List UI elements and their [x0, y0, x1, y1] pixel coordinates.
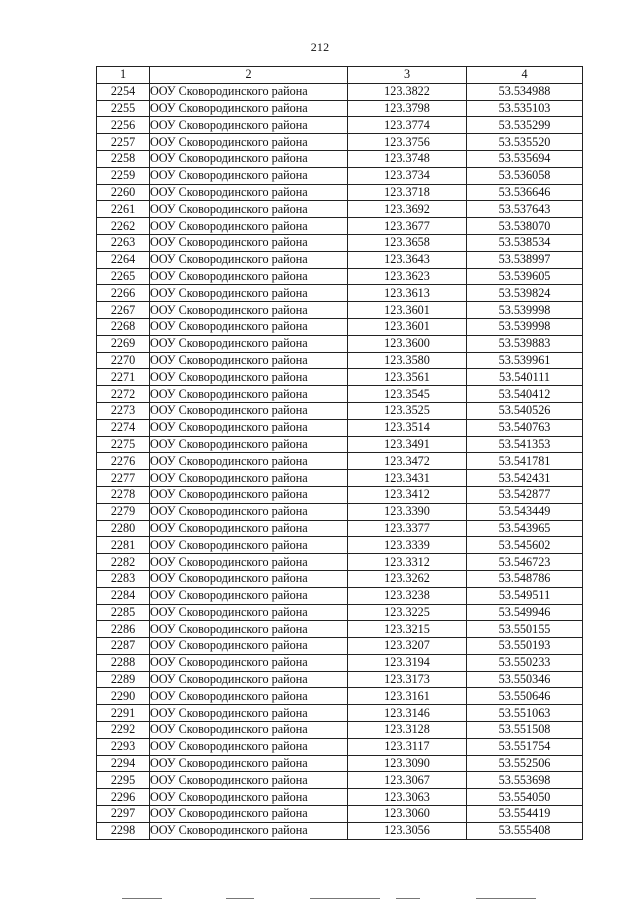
- table-row: [97, 755, 583, 772]
- table-row: [97, 352, 583, 369]
- row-number: 2275: [97, 436, 150, 453]
- row-name: ООУ Сковородинского района: [150, 419, 348, 436]
- row-longitude: 123.3692: [348, 201, 467, 218]
- row-latitude: 53.539998: [467, 318, 583, 335]
- table-row: [97, 604, 583, 621]
- row-number: 2257: [97, 134, 150, 151]
- row-longitude: 123.3215: [348, 621, 467, 638]
- row-latitude: 53.545602: [467, 537, 583, 554]
- row-latitude: 53.539824: [467, 285, 583, 302]
- row-latitude: 53.538070: [467, 218, 583, 235]
- row-longitude: 123.3774: [348, 117, 467, 134]
- row-number: 2286: [97, 621, 150, 638]
- row-latitude: 53.536058: [467, 167, 583, 184]
- row-name: ООУ Сковородинского района: [150, 386, 348, 403]
- table-row: [97, 654, 583, 671]
- row-name: ООУ Сковородинского района: [150, 251, 348, 268]
- row-name: ООУ Сковородинского района: [150, 369, 348, 386]
- row-latitude: 53.541353: [467, 436, 583, 453]
- table-row: [97, 150, 583, 167]
- row-name: ООУ Сковородинского района: [150, 806, 348, 823]
- table-row: [97, 789, 583, 806]
- row-number: 2261: [97, 201, 150, 218]
- row-longitude: 123.3580: [348, 352, 467, 369]
- table-row: [97, 134, 583, 151]
- table-row: [97, 83, 583, 100]
- row-number: 2270: [97, 352, 150, 369]
- row-number: 2288: [97, 654, 150, 671]
- table-row: [97, 621, 583, 638]
- row-latitude: 53.554419: [467, 806, 583, 823]
- column-header-name: 2: [150, 67, 348, 84]
- row-latitude: 53.540526: [467, 402, 583, 419]
- row-latitude: 53.553698: [467, 772, 583, 789]
- row-latitude: 53.542877: [467, 486, 583, 503]
- row-longitude: 123.3312: [348, 554, 467, 571]
- row-latitude: 53.549946: [467, 604, 583, 621]
- row-name: ООУ Сковородинского района: [150, 234, 348, 251]
- row-number: 2291: [97, 705, 150, 722]
- table-row: [97, 369, 583, 386]
- row-latitude: 53.539961: [467, 352, 583, 369]
- row-number: 2263: [97, 234, 150, 251]
- row-latitude: 53.551063: [467, 705, 583, 722]
- header-row: [97, 67, 583, 84]
- row-number: 2276: [97, 453, 150, 470]
- row-name: ООУ Сковородинского района: [150, 554, 348, 571]
- row-number: 2258: [97, 150, 150, 167]
- row-number: 2283: [97, 570, 150, 587]
- row-name: ООУ Сковородинского района: [150, 638, 348, 655]
- row-name: ООУ Сковородинского района: [150, 755, 348, 772]
- row-longitude: 123.3601: [348, 302, 467, 319]
- row-number: 2256: [97, 117, 150, 134]
- row-number: 2290: [97, 688, 150, 705]
- row-name: ООУ Сковородинского района: [150, 570, 348, 587]
- table-row: [97, 806, 583, 823]
- row-longitude: 123.3718: [348, 184, 467, 201]
- row-number: 2296: [97, 789, 150, 806]
- row-latitude: 53.550346: [467, 671, 583, 688]
- column-header-longitude: 3: [348, 67, 467, 84]
- table-row: [97, 520, 583, 537]
- row-longitude: 123.3643: [348, 251, 467, 268]
- row-longitude: 123.3431: [348, 470, 467, 487]
- row-longitude: 123.3090: [348, 755, 467, 772]
- row-latitude: 53.541781: [467, 453, 583, 470]
- row-number: 2295: [97, 772, 150, 789]
- table-row: [97, 201, 583, 218]
- row-name: ООУ Сковородинского района: [150, 150, 348, 167]
- table-row: [97, 453, 583, 470]
- row-longitude: 123.3756: [348, 134, 467, 151]
- row-name: ООУ Сковородинского района: [150, 218, 348, 235]
- column-header-latitude: 4: [467, 67, 583, 84]
- row-longitude: 123.3060: [348, 806, 467, 823]
- row-name: ООУ Сковородинского района: [150, 100, 348, 117]
- table-row: [97, 436, 583, 453]
- row-number: 2278: [97, 486, 150, 503]
- row-longitude: 123.3798: [348, 100, 467, 117]
- row-latitude: 53.537643: [467, 201, 583, 218]
- row-name: ООУ Сковородинского района: [150, 335, 348, 352]
- row-longitude: 123.3339: [348, 537, 467, 554]
- row-latitude: 53.536646: [467, 184, 583, 201]
- row-latitude: 53.543965: [467, 520, 583, 537]
- row-latitude: 53.546723: [467, 554, 583, 571]
- scan-edge-marks: [96, 898, 582, 900]
- table-row: [97, 705, 583, 722]
- row-name: ООУ Сковородинского района: [150, 520, 348, 537]
- row-name: ООУ Сковородинского района: [150, 184, 348, 201]
- row-name: ООУ Сковородинского района: [150, 654, 348, 671]
- table-row: [97, 554, 583, 571]
- row-number: 2266: [97, 285, 150, 302]
- row-latitude: 53.535520: [467, 134, 583, 151]
- row-name: ООУ Сковородинского района: [150, 604, 348, 621]
- row-longitude: 123.3658: [348, 234, 467, 251]
- row-longitude: 123.3377: [348, 520, 467, 537]
- row-longitude: 123.3734: [348, 167, 467, 184]
- row-name: ООУ Сковородинского района: [150, 822, 348, 839]
- table-row: [97, 638, 583, 655]
- row-number: 2255: [97, 100, 150, 117]
- row-longitude: 123.3063: [348, 789, 467, 806]
- table-row: [97, 671, 583, 688]
- row-longitude: 123.3225: [348, 604, 467, 621]
- row-latitude: 53.540111: [467, 369, 583, 386]
- row-latitude: 53.550646: [467, 688, 583, 705]
- row-longitude: 123.3561: [348, 369, 467, 386]
- table-row: [97, 738, 583, 755]
- row-name: ООУ Сковородинского района: [150, 789, 348, 806]
- row-name: ООУ Сковородинского района: [150, 268, 348, 285]
- row-number: 2298: [97, 822, 150, 839]
- row-name: ООУ Сковородинского района: [150, 167, 348, 184]
- row-longitude: 123.3117: [348, 738, 467, 755]
- row-name: ООУ Сковородинского района: [150, 83, 348, 100]
- row-name: ООУ Сковородинского района: [150, 738, 348, 755]
- row-name: ООУ Сковородинского района: [150, 587, 348, 604]
- row-number: 2267: [97, 302, 150, 319]
- row-name: ООУ Сковородинского района: [150, 436, 348, 453]
- row-latitude: 53.542431: [467, 470, 583, 487]
- row-longitude: 123.3525: [348, 402, 467, 419]
- coordinates-table: [96, 66, 583, 840]
- row-latitude: 53.554050: [467, 789, 583, 806]
- row-latitude: 53.550155: [467, 621, 583, 638]
- table-row: [97, 100, 583, 117]
- table-row: [97, 268, 583, 285]
- row-number: 2268: [97, 318, 150, 335]
- row-name: ООУ Сковородинского района: [150, 621, 348, 638]
- row-longitude: 123.3412: [348, 486, 467, 503]
- row-number: 2269: [97, 335, 150, 352]
- row-name: ООУ Сковородинского района: [150, 537, 348, 554]
- row-longitude: 123.3601: [348, 318, 467, 335]
- row-latitude: 53.539605: [467, 268, 583, 285]
- row-number: 2262: [97, 218, 150, 235]
- table-row: [97, 386, 583, 403]
- row-latitude: 53.538534: [467, 234, 583, 251]
- row-longitude: 123.3623: [348, 268, 467, 285]
- row-latitude: 53.535299: [467, 117, 583, 134]
- row-longitude: 123.3748: [348, 150, 467, 167]
- row-longitude: 123.3600: [348, 335, 467, 352]
- row-name: ООУ Сковородинского района: [150, 486, 348, 503]
- row-name: ООУ Сковородинского района: [150, 201, 348, 218]
- table-body: [97, 83, 583, 839]
- row-number: 2280: [97, 520, 150, 537]
- table-row: [97, 318, 583, 335]
- table-row: [97, 234, 583, 251]
- row-number: 2265: [97, 268, 150, 285]
- table-row: [97, 537, 583, 554]
- table-row: [97, 117, 583, 134]
- row-latitude: 53.551508: [467, 722, 583, 739]
- row-latitude: 53.543449: [467, 503, 583, 520]
- row-longitude: 123.3146: [348, 705, 467, 722]
- row-name: ООУ Сковородинского района: [150, 453, 348, 470]
- row-name: ООУ Сковородинского района: [150, 352, 348, 369]
- row-number: 2297: [97, 806, 150, 823]
- row-longitude: 123.3238: [348, 587, 467, 604]
- row-number: 2294: [97, 755, 150, 772]
- row-longitude: 123.3545: [348, 386, 467, 403]
- row-longitude: 123.3161: [348, 688, 467, 705]
- table-row: [97, 688, 583, 705]
- row-latitude: 53.549511: [467, 587, 583, 604]
- row-number: 2273: [97, 402, 150, 419]
- page-number: 212: [310, 40, 330, 54]
- row-longitude: 123.3491: [348, 436, 467, 453]
- row-latitude: 53.550193: [467, 638, 583, 655]
- row-latitude: 53.550233: [467, 654, 583, 671]
- row-number: 2293: [97, 738, 150, 755]
- row-number: 2279: [97, 503, 150, 520]
- row-latitude: 53.539883: [467, 335, 583, 352]
- row-name: ООУ Сковородинского района: [150, 302, 348, 319]
- row-number: 2292: [97, 722, 150, 739]
- table-row: [97, 486, 583, 503]
- row-number: 2274: [97, 419, 150, 436]
- row-name: ООУ Сковородинского района: [150, 285, 348, 302]
- row-longitude: 123.3822: [348, 83, 467, 100]
- row-number: 2254: [97, 83, 150, 100]
- row-number: 2287: [97, 638, 150, 655]
- row-number: 2284: [97, 587, 150, 604]
- row-latitude: 53.538997: [467, 251, 583, 268]
- row-number: 2289: [97, 671, 150, 688]
- row-latitude: 53.551754: [467, 738, 583, 755]
- row-latitude: 53.540763: [467, 419, 583, 436]
- row-name: ООУ Сковородинского района: [150, 688, 348, 705]
- row-longitude: 123.3613: [348, 285, 467, 302]
- table-row: [97, 302, 583, 319]
- row-number: 2264: [97, 251, 150, 268]
- table-row: [97, 570, 583, 587]
- row-name: ООУ Сковородинского района: [150, 470, 348, 487]
- table-row: [97, 822, 583, 839]
- row-name: ООУ Сковородинского района: [150, 117, 348, 134]
- row-latitude: 53.535694: [467, 150, 583, 167]
- table-row: [97, 218, 583, 235]
- row-latitude: 53.552506: [467, 755, 583, 772]
- row-latitude: 53.555408: [467, 822, 583, 839]
- row-name: ООУ Сковородинского района: [150, 402, 348, 419]
- row-longitude: 123.3056: [348, 822, 467, 839]
- row-name: ООУ Сковородинского района: [150, 503, 348, 520]
- row-latitude: 53.539998: [467, 302, 583, 319]
- table-row: [97, 587, 583, 604]
- table-row: [97, 419, 583, 436]
- table-row: [97, 335, 583, 352]
- row-name: ООУ Сковородинского района: [150, 772, 348, 789]
- row-longitude: 123.3207: [348, 638, 467, 655]
- row-name: ООУ Сковородинского района: [150, 134, 348, 151]
- row-longitude: 123.3262: [348, 570, 467, 587]
- row-number: 2282: [97, 554, 150, 571]
- row-longitude: 123.3472: [348, 453, 467, 470]
- row-number: 2285: [97, 604, 150, 621]
- row-number: 2271: [97, 369, 150, 386]
- row-number: 2259: [97, 167, 150, 184]
- row-longitude: 123.3390: [348, 503, 467, 520]
- row-longitude: 123.3514: [348, 419, 467, 436]
- row-name: ООУ Сковородинского района: [150, 671, 348, 688]
- table-row: [97, 167, 583, 184]
- row-latitude: 53.534988: [467, 83, 583, 100]
- row-name: ООУ Сковородинского района: [150, 705, 348, 722]
- table-row: [97, 470, 583, 487]
- row-latitude: 53.548786: [467, 570, 583, 587]
- table-row: [97, 251, 583, 268]
- table-row: [97, 772, 583, 789]
- table-row: [97, 184, 583, 201]
- row-number: 2281: [97, 537, 150, 554]
- row-number: 2260: [97, 184, 150, 201]
- row-name: ООУ Сковородинского района: [150, 318, 348, 335]
- row-longitude: 123.3173: [348, 671, 467, 688]
- table-row: [97, 503, 583, 520]
- row-longitude: 123.3067: [348, 772, 467, 789]
- table-row: [97, 722, 583, 739]
- row-latitude: 53.535103: [467, 100, 583, 117]
- row-number: 2272: [97, 386, 150, 403]
- row-longitude: 123.3677: [348, 218, 467, 235]
- row-latitude: 53.540412: [467, 386, 583, 403]
- column-header-number: 1: [97, 67, 150, 84]
- table-row: [97, 402, 583, 419]
- table-row: [97, 285, 583, 302]
- row-longitude: 123.3128: [348, 722, 467, 739]
- row-name: ООУ Сковородинского района: [150, 722, 348, 739]
- row-longitude: 123.3194: [348, 654, 467, 671]
- row-number: 2277: [97, 470, 150, 487]
